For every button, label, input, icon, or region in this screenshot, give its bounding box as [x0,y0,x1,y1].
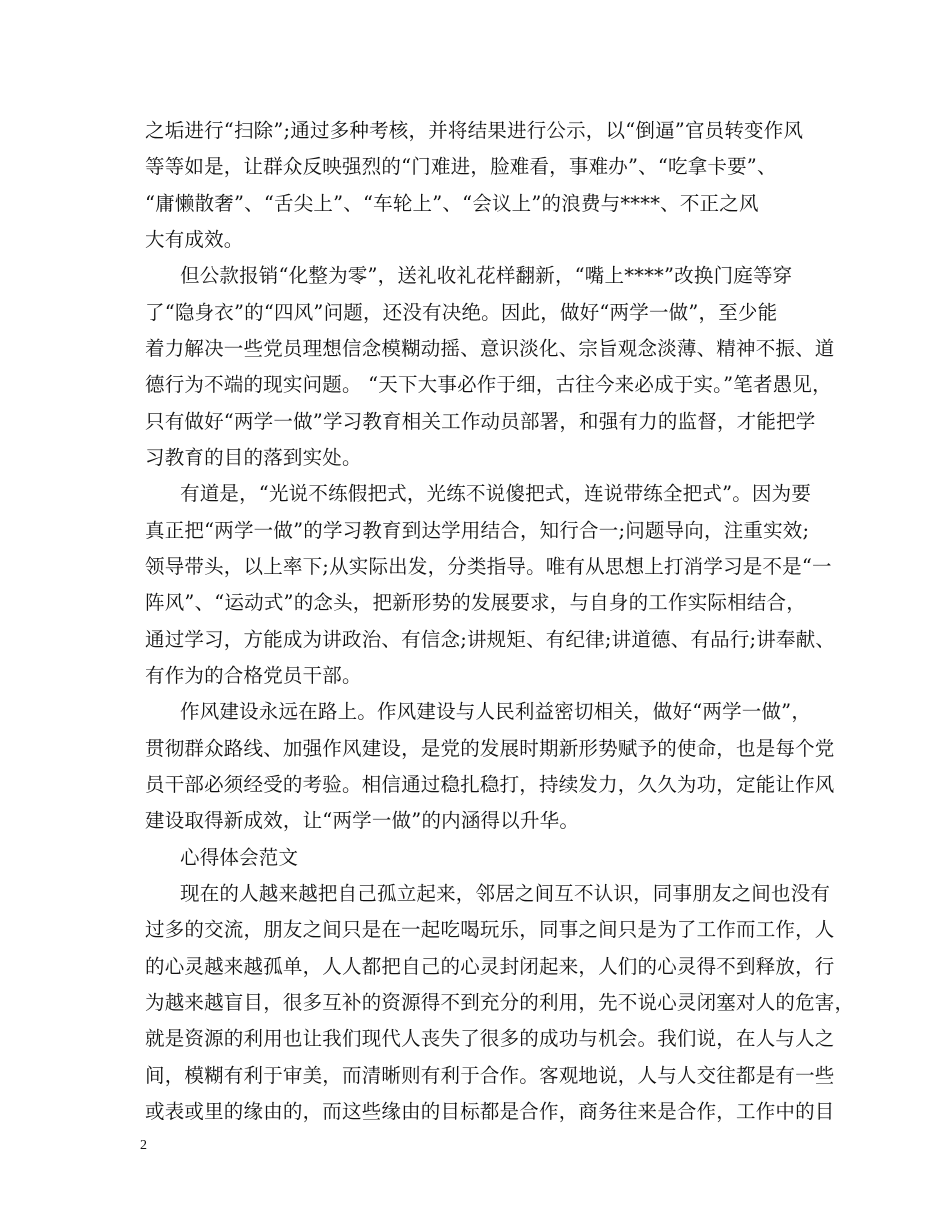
text-line: 现在的人越来越把自己孤立起来，邻居之间互不认识，同事朋友之间也没有 [180,882,831,905]
text-line: 着力解决一些党员理想信念模糊动摇、意识淡化、宗旨观念淡薄、精神不振、道 [145,337,835,360]
text-line: 员干部必须经受的考验。相信通过稳扎稳打，持续发力，久久为功，定能让作风 [145,773,835,796]
text-line: 就是资源的利用也让我们现代人丧失了很多的成功与机会。我们说，在人与人之 [145,1027,835,1050]
text-line: 贯彻群众路线、加强作风建设，是党的发展时期新形势赋予的使命，也是每个党 [145,737,835,760]
text-line: 作风建设永远在路上。作风建设与人民利益密切相关，做好“两学一做”， [180,700,812,723]
text-line: 有作为的合格党员干部。 [145,664,362,687]
text-line: 等等如是，让群众反映强烈的“门难进，脸难看，事难办”、“吃拿卡要”、 [145,155,777,178]
text-line: 之垢进行“扫除”;通过多种考核，并将结果进行公示，以“倒逼”官员转变作风 [145,119,804,142]
page-number: 2 [140,1138,147,1153]
text-line: 了“隐身衣”的“四风”问题，还没有决绝。因此，做好“两学一做”，至少能 [145,301,778,324]
text-line: 领导带头，以上率下;从实际出发，分类指导。唯有从思想上打消学习是不是“一 [145,555,832,578]
text-line: 但公款报销“化整为零”，送礼收礼花样翻新，“嘴上****”改换门庭等穿 [180,264,793,287]
text-line: 过多的交流，朋友之间只是在一起吃喝玩乐，同事之间只是为了工作而工作，人 [145,918,835,941]
section-heading: 心得体会范文 [180,846,299,869]
text-line: 大有成效。 [145,228,244,251]
text-line: 真正把“两学一做”的学习教育到达学用结合，知行合一;问题导向，注重实效; [145,519,810,542]
text-line: 有道是，“光说不练假把式，光练不说傻把式，连说带练全把式”。因为要 [180,482,812,505]
text-line: 的心灵越来越孤单，人人都把自己的心灵封闭起来，人们的心灵得不到释放，行 [145,955,835,978]
text-line: 间，模糊有利于审美，而清晰则有利于合作。客观地说，人与人交往都是有一些 [145,1064,835,1087]
text-line: 或表或里的缘由的，而这些缘由的目标都是合作，商务往来是合作，工作中的目 [145,1100,835,1123]
text-line: 只有做好“两学一做”学习教育相关工作动员部署，和强有力的监督，才能把学 [145,410,816,433]
text-line: “庸懒散奢”、“舌尖上”、“车轮上”、“会议上”的浪费与****、不正之风 [145,192,759,215]
text-line: 习教育的目的落到实处。 [145,446,362,469]
text-line: 建设取得新成效，让“两学一做”的内涵得以升华。 [145,809,580,832]
text-line: 德行为不端的现实问题。 “天下大事必作于细，古往今来必成于实。”笔者愚见， [145,373,832,396]
text-line: 为越来越盲目，很多互补的资源得不到充分的利用，先不说心灵闭塞对人的危害， [145,991,855,1014]
text-line: 阵风”、“运动式”的念头，把新形势的发展要求，与自身的工作实际相结合， [145,591,806,614]
text-line: 通过学习，方能成为讲政治、有信念;讲规矩、有纪律;讲道德、有品行;讲奉献、 [145,628,836,651]
